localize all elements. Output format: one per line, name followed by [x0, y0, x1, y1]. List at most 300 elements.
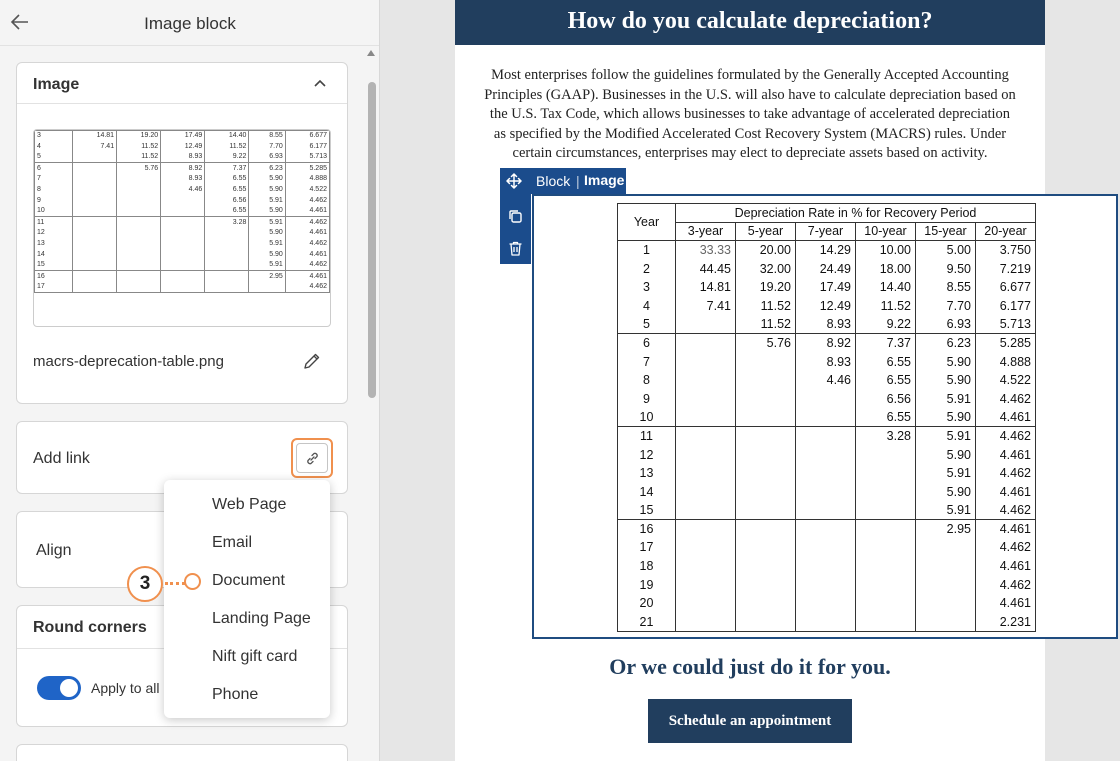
thumbnail-cell	[73, 249, 117, 260]
selected-image-block[interactable]	[532, 194, 1118, 639]
thumbnail-cell	[205, 271, 249, 282]
rate-cell: 5.91	[916, 501, 976, 520]
table-row	[618, 613, 1036, 632]
rate-cell: 7.219	[976, 259, 1036, 278]
rate-cell: 6.55	[856, 371, 916, 390]
thumbnail-cell: 6.55	[205, 184, 249, 195]
thumbnail-cell: 7	[35, 174, 73, 185]
year-cell: 1	[618, 241, 676, 260]
thumbnail-cell: 8.93	[161, 152, 205, 163]
rate-group-header: Depreciation Rate in % for Recovery Period	[676, 204, 1036, 223]
rate-cell: 5.91	[916, 389, 976, 408]
rate-cell: 8.55	[916, 278, 976, 297]
scrollbar-thumb[interactable]	[368, 82, 376, 398]
menu-item-landing-page[interactable]: Landing Page	[212, 610, 311, 627]
thumbnail-cell: 4.522	[285, 184, 329, 195]
email-body	[455, 0, 1045, 761]
thumbnail-cell	[205, 282, 249, 293]
thumbnail-cell: 6	[35, 163, 73, 174]
period-header: 3-year	[676, 222, 736, 241]
thumbnail-cell	[73, 174, 117, 185]
year-cell: 10	[618, 408, 676, 427]
align-label: Align	[36, 542, 72, 559]
image-filename: macrs-deprecation-table.png	[33, 353, 224, 370]
period-header: 7-year	[796, 222, 856, 241]
rate-cell	[736, 520, 796, 539]
table-row	[618, 594, 1036, 613]
thumbnail-cell: 4.461	[285, 249, 329, 260]
rate-cell: 20.00	[736, 241, 796, 260]
rate-cell: 5.90	[916, 352, 976, 371]
thumbnail-cell: 8.93	[161, 174, 205, 185]
thumbnail-cell: 17	[35, 282, 73, 293]
year-cell: 19	[618, 575, 676, 594]
thumbnail-row	[35, 131, 330, 142]
year-header: Year	[618, 204, 676, 241]
rate-cell	[916, 575, 976, 594]
image-section-title: Image	[33, 76, 80, 93]
rate-cell	[736, 371, 796, 390]
rate-cell: 7.41	[676, 296, 736, 315]
add-link-button[interactable]	[291, 438, 333, 478]
thumbnail-cell	[73, 184, 117, 195]
add-link-button-inner	[296, 443, 328, 473]
rate-cell	[796, 482, 856, 501]
menu-item-web-page[interactable]: Web Page	[212, 496, 287, 513]
rate-cell: 6.23	[916, 334, 976, 353]
thumbnail-cell: 5.91	[249, 217, 285, 228]
rate-cell: 6.55	[856, 408, 916, 427]
rate-cell: 11.52	[856, 296, 916, 315]
thumbnail-cell: 5.90	[249, 206, 285, 217]
thumbnail-cell: 5.713	[285, 152, 329, 163]
thumbnail-cell: 14	[35, 249, 73, 260]
rate-cell	[736, 482, 796, 501]
rate-cell: 5.90	[916, 445, 976, 464]
thumbnail-cell	[117, 174, 161, 185]
block-toolbar	[500, 194, 531, 264]
step-marker: 3	[127, 566, 163, 602]
thumbnail-cell	[73, 152, 117, 163]
rate-cell	[736, 575, 796, 594]
rate-cell	[736, 557, 796, 576]
rate-cell: 7.70	[916, 296, 976, 315]
rate-cell	[796, 408, 856, 427]
table-row	[618, 538, 1036, 557]
rate-cell	[676, 575, 736, 594]
thumbnail-cell	[117, 206, 161, 217]
rate-cell: 4.462	[976, 538, 1036, 557]
rate-cell: 4.462	[976, 427, 1036, 446]
thumbnail-cell	[73, 282, 117, 293]
thumbnail-cell: 7.37	[205, 163, 249, 174]
thumbnail-cell: 6.177	[285, 141, 329, 152]
menu-item-phone[interactable]: Phone	[212, 686, 259, 703]
year-cell: 3	[618, 278, 676, 297]
thumbnail-cell	[161, 282, 205, 293]
rate-cell: 5.76	[736, 334, 796, 353]
rate-cell: 44.45	[676, 259, 736, 278]
image-section-card	[16, 62, 348, 404]
rate-cell	[676, 482, 736, 501]
year-cell: 17	[618, 538, 676, 557]
rate-cell: 6.677	[976, 278, 1036, 297]
thumbnail-cell: 13	[35, 238, 73, 249]
thumbnail-cell: 7.70	[249, 141, 285, 152]
rate-cell: 4.462	[976, 575, 1036, 594]
thumbnail-cell: 11.52	[117, 141, 161, 152]
rate-cell	[736, 352, 796, 371]
rate-cell	[796, 538, 856, 557]
thumbnail-cell: 5	[35, 152, 73, 163]
add-link-label: Add link	[33, 450, 90, 467]
rate-cell: 5.285	[976, 334, 1036, 353]
rate-cell	[856, 575, 916, 594]
thumbnail-cell	[73, 195, 117, 206]
year-cell: 14	[618, 482, 676, 501]
rate-cell	[856, 538, 916, 557]
link-icon	[304, 450, 321, 467]
table-row	[618, 371, 1036, 390]
rate-cell	[796, 427, 856, 446]
rate-cell	[676, 371, 736, 390]
thumbnail-cell: 4	[35, 141, 73, 152]
chevron-up-icon[interactable]	[311, 75, 329, 93]
rate-cell	[736, 613, 796, 632]
rate-cell	[796, 575, 856, 594]
thumbnail-cell	[73, 271, 117, 282]
thumbnail-cell	[117, 249, 161, 260]
thumbnail-cell: 5.90	[249, 228, 285, 239]
rate-cell	[736, 445, 796, 464]
rate-cell	[736, 408, 796, 427]
rate-cell: 14.40	[856, 278, 916, 297]
table-row	[618, 278, 1036, 297]
thumbnail-cell	[73, 163, 117, 174]
thumbnail-cell: 5.285	[285, 163, 329, 174]
thumbnail-cell: 9	[35, 195, 73, 206]
table-row	[618, 352, 1036, 371]
year-cell: 9	[618, 389, 676, 408]
thumbnail-cell: 12	[35, 228, 73, 239]
rate-cell: 5.91	[916, 464, 976, 483]
thumbnail-cell: 11.52	[117, 152, 161, 163]
rate-cell: 4.461	[976, 482, 1036, 501]
image-type-label: Image	[584, 172, 625, 188]
thumbnail-cell: 10	[35, 206, 73, 217]
rate-cell: 4.462	[976, 389, 1036, 408]
thumbnail-cell: 4.462	[285, 238, 329, 249]
thumbnail-cell	[205, 238, 249, 249]
rate-cell: 14.29	[796, 241, 856, 260]
table-row	[618, 575, 1036, 594]
thumbnail-cell: 4.462	[285, 260, 329, 271]
menu-item-nift-gift-card[interactable]: Nift gift card	[212, 648, 298, 665]
table-row	[618, 464, 1036, 483]
rate-cell: 5.90	[916, 482, 976, 501]
panel-header	[0, 0, 380, 46]
rate-cell: 8.92	[796, 334, 856, 353]
thumbnail-cell: 5.91	[249, 195, 285, 206]
rate-cell: 4.461	[976, 520, 1036, 539]
thumbnail-cell: 7.41	[73, 141, 117, 152]
copy-icon[interactable]	[507, 208, 524, 225]
rate-cell: 6.177	[976, 296, 1036, 315]
thumbnail-cell: 4.888	[285, 174, 329, 185]
rate-cell	[676, 389, 736, 408]
thumbnail-cell: 4.461	[285, 271, 329, 282]
step-connector	[165, 582, 185, 585]
step-target-ring	[184, 573, 201, 590]
rate-cell	[796, 557, 856, 576]
rate-cell: 11.52	[736, 296, 796, 315]
thumbnail-cell	[161, 228, 205, 239]
year-cell: 4	[618, 296, 676, 315]
rate-cell	[856, 613, 916, 632]
thumbnail-cell: 9.22	[205, 152, 249, 163]
pencil-icon[interactable]	[302, 351, 322, 371]
thumbnail-cell	[161, 217, 205, 228]
rate-cell: 18.00	[856, 259, 916, 278]
rate-cell: 4.462	[976, 501, 1036, 520]
schedule-appointment-button[interactable]: Schedule an appointment	[648, 699, 852, 743]
block-label: Block	[536, 173, 571, 189]
thumbnail-cell: 14.81	[73, 131, 117, 142]
rate-cell	[796, 594, 856, 613]
thumbnail-cell: 4.462	[285, 195, 329, 206]
thumbnail-cell	[73, 228, 117, 239]
rate-cell: 4.461	[976, 445, 1036, 464]
period-header: 20-year	[976, 222, 1036, 241]
rate-cell: 5.713	[976, 315, 1036, 334]
table-row	[618, 520, 1036, 539]
rate-cell: 4.461	[976, 594, 1036, 613]
card-divider	[17, 103, 347, 104]
tag-separator: |	[576, 173, 580, 189]
thumbnail-cell	[161, 249, 205, 260]
rate-cell	[676, 427, 736, 446]
rate-cell	[796, 520, 856, 539]
rate-cell	[856, 520, 916, 539]
rate-cell	[676, 520, 736, 539]
period-header-row	[618, 222, 1036, 241]
rate-cell: 4.462	[976, 464, 1036, 483]
thumbnail-cell: 4.462	[285, 282, 329, 293]
rate-cell	[856, 482, 916, 501]
rate-cell: 4.461	[976, 557, 1036, 576]
thumbnail-row	[35, 271, 330, 282]
thumbnail-cell: 4.46	[161, 184, 205, 195]
round-corners-label: Round corners	[33, 619, 147, 636]
rate-cell	[736, 538, 796, 557]
thumbnail-cell	[73, 260, 117, 271]
thumbnail-cell	[117, 282, 161, 293]
thumbnail-row	[35, 249, 330, 260]
apply-to-all-label: Apply to all	[91, 680, 160, 696]
thumbnail-cell	[117, 217, 161, 228]
thumbnail-cell	[161, 206, 205, 217]
thumbnail-cell: 6.93	[249, 152, 285, 163]
rate-cell	[676, 613, 736, 632]
rate-cell	[916, 594, 976, 613]
year-cell: 15	[618, 501, 676, 520]
image-label-wrap	[584, 171, 624, 190]
rate-cell: 2.231	[976, 613, 1036, 632]
thumbnail-cell: 2.95	[249, 271, 285, 282]
thumbnail-cell	[205, 249, 249, 260]
year-cell: 11	[618, 427, 676, 446]
rate-cell: 8.93	[796, 315, 856, 334]
menu-item-document[interactable]: Document	[212, 572, 285, 589]
thumbnail-cell: 5.90	[249, 174, 285, 185]
period-header: 10-year	[856, 222, 916, 241]
panel-title: Image block	[144, 14, 236, 33]
rate-cell	[676, 352, 736, 371]
rate-cell	[856, 557, 916, 576]
period-header: 15-year	[916, 222, 976, 241]
year-cell: 13	[618, 464, 676, 483]
thumbnail-cell: 4.462	[285, 217, 329, 228]
rate-cell: 11.52	[736, 315, 796, 334]
rate-cell	[736, 427, 796, 446]
table-row	[618, 241, 1036, 260]
rate-cell: 5.90	[916, 408, 976, 427]
table-row	[618, 427, 1036, 446]
rate-cell	[676, 408, 736, 427]
rate-cell: 5.91	[916, 427, 976, 446]
rate-cell	[676, 315, 736, 334]
rate-cell: 4.888	[976, 352, 1036, 371]
thumbnail-cell	[117, 228, 161, 239]
email-paragraph[interactable]: Most enterprises follow the guidelines formulated by the Generally Accepted Accounting Principles (GAAP). Businesses in the U.S. will also have to calculate depreciation based on the U.S. Tax Code, which allows businesses to take advantage of accelerated depreciation as specified by the Modified Accelerated Cost Recovery System (MACRS) rules. Under certain circumstances, enterprises may elect to depreciate assets based on activity.	[484, 67, 1016, 161]
table-row	[618, 259, 1036, 278]
thumbnail-cell	[205, 228, 249, 239]
thumbnail-cell: 3.28	[205, 217, 249, 228]
year-cell: 16	[618, 520, 676, 539]
rate-cell	[856, 594, 916, 613]
rate-cell	[796, 501, 856, 520]
table-row	[618, 315, 1036, 334]
rate-cell: 17.49	[796, 278, 856, 297]
trash-icon[interactable]	[507, 240, 524, 257]
rate-cell: 14.81	[676, 278, 736, 297]
rate-cell: 5.90	[916, 371, 976, 390]
toggle-knob	[60, 679, 78, 697]
thumbnail-cell	[117, 184, 161, 195]
thumbnail-cell: 6.55	[205, 206, 249, 217]
rate-cell: 2.95	[916, 520, 976, 539]
apply-to-all-toggle[interactable]	[37, 676, 81, 700]
move-icon[interactable]	[506, 173, 522, 189]
thumbnail-cell: 3	[35, 131, 73, 142]
rate-cell: 4.46	[796, 371, 856, 390]
thumbnail-cell: 5.91	[249, 260, 285, 271]
thumbnail-cell: 8	[35, 184, 73, 195]
table-row	[618, 334, 1036, 353]
thumbnail-cell	[161, 238, 205, 249]
thumbnail-cell	[73, 238, 117, 249]
rate-cell	[916, 538, 976, 557]
scroll-up-arrow[interactable]	[367, 50, 375, 56]
thumbnail-cell	[249, 282, 285, 293]
table-row	[618, 296, 1036, 315]
thumbnail-row	[35, 163, 330, 174]
thumbnail-row	[35, 184, 330, 195]
thumbnail-cell	[117, 238, 161, 249]
table-row	[618, 501, 1036, 520]
next-section-card	[16, 744, 348, 761]
year-cell: 12	[618, 445, 676, 464]
rate-cell: 6.93	[916, 315, 976, 334]
thumbnail-cell: 4.461	[285, 206, 329, 217]
thumbnail-row	[35, 260, 330, 271]
thumbnail-cell: 6.23	[249, 163, 285, 174]
thumbnail-cell	[117, 271, 161, 282]
thumbnail-cell: 5.90	[249, 249, 285, 260]
thumbnail-cell	[161, 260, 205, 271]
rate-cell	[796, 389, 856, 408]
thumbnail-cell: 17.49	[161, 131, 205, 142]
rate-cell	[676, 594, 736, 613]
thumbnail-cell: 6.55	[205, 174, 249, 185]
table-row	[618, 482, 1036, 501]
rate-cell: 32.00	[736, 259, 796, 278]
thumbnail-cell: 6.677	[285, 131, 329, 142]
rate-cell	[676, 501, 736, 520]
rate-cell: 8.93	[796, 352, 856, 371]
rate-cell	[676, 464, 736, 483]
thumbnail-table	[34, 130, 330, 293]
year-cell: 6	[618, 334, 676, 353]
rate-cell	[676, 538, 736, 557]
thumbnail-cell	[161, 271, 205, 282]
rate-cell: 33.33	[676, 241, 736, 260]
email-tagline[interactable]: Or we could just do it for you.	[609, 654, 891, 679]
rate-cell	[736, 501, 796, 520]
thumbnail-row	[35, 238, 330, 249]
thumbnail-row	[35, 228, 330, 239]
thumbnail-cell	[205, 260, 249, 271]
thumbnail-cell: 14.40	[205, 131, 249, 142]
thumbnail-cell: 19.20	[117, 131, 161, 142]
menu-item-email[interactable]: Email	[212, 534, 253, 551]
thumbnail-row	[35, 282, 330, 293]
block-type-tag	[500, 168, 626, 194]
image-block-panel	[0, 0, 380, 761]
rate-cell	[736, 464, 796, 483]
thumbnail-cell: 15	[35, 260, 73, 271]
thumbnail-row	[35, 141, 330, 152]
rate-cell: 4.461	[976, 408, 1036, 427]
rate-cell	[796, 613, 856, 632]
thumbnail-cell: 8.55	[249, 131, 285, 142]
image-thumbnail[interactable]	[33, 129, 331, 327]
rate-cell	[796, 445, 856, 464]
year-cell: 20	[618, 594, 676, 613]
rate-cell: 9.50	[916, 259, 976, 278]
email-headline[interactable]: How do you calculate depreciation?	[455, 0, 1045, 45]
rate-cell	[736, 389, 796, 408]
thumbnail-cell: 6.56	[205, 195, 249, 206]
rate-cell: 19.20	[736, 278, 796, 297]
rate-cell: 7.37	[856, 334, 916, 353]
thumbnail-cell: 5.91	[249, 238, 285, 249]
rate-cell: 3.750	[976, 241, 1036, 260]
rate-cell	[676, 445, 736, 464]
link-type-menu	[164, 480, 330, 718]
thumbnail-cell	[161, 195, 205, 206]
thumbnail-row	[35, 195, 330, 206]
